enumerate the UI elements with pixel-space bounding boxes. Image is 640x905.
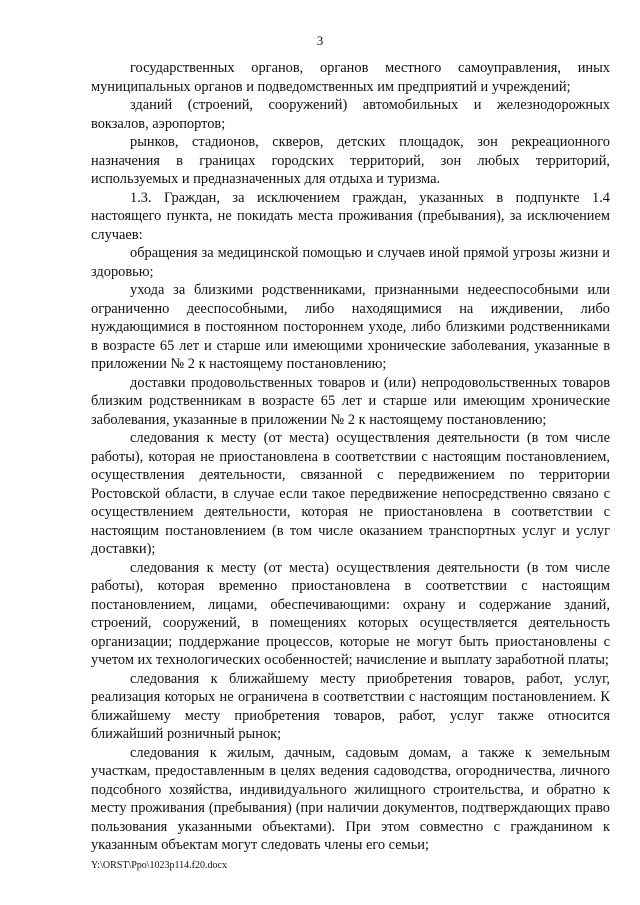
- paragraph-continuation: государственных органов, органов местного самоуправления, иных муниципальных органов и подведомственных им предприятий и учреждений;: [91, 60, 610, 95]
- page-number: 3: [316, 33, 324, 48]
- paragraph-clause-1-3: 1.3. Граждан, за исключением граждан, указанных в подпункте 1.4 настоящего пункта, не покидать места проживания (пребывания), за исключением случаев:: [91, 189, 610, 243]
- paragraph-markets: рынков, стадионов, скверов, детских площадок, зон рекреационного назначения в границах городских территорий, зон любых территорий, используемых и предназначенных для отдыха и туризма.: [91, 134, 610, 187]
- paragraph-delivery: доставки продовольственных товаров и (или) непродовольственных товаров близким родственникам в возрасте 65 лет и старше или имеющим хронические заболевания, указанные в приложении № 2 к настоящему постановлению;: [91, 374, 610, 428]
- document-body: [91, 59, 610, 855]
- paragraph-dachas: следования к жилым, дачным, садовым домам, а также к земельным участкам, предоставленным в целях ведения садоводства, огородничества, личного подсобного хозяйства, индивидуального жилищного строительства, и обратно к месту проживания (пребывания) (при наличии документов, подтверждающих право пользования указанными объектами). При этом совместно с гражданином к указанным объектам могут следовать члены его семьи;: [91, 744, 610, 853]
- paragraph-shopping: следования к ближайшему месту приобретения товаров, работ, услуг, реализация которых не ограничена в соответствии с настоящим постановлением. К ближайшему месту приобретения товаров, работ, услуг также относится ближайший розничный рынок;: [91, 670, 610, 742]
- paragraph-medical: обращения за медицинской помощью и случаев иной прямой угрозы жизни и здоровью;: [91, 245, 610, 280]
- paragraph-stations: зданий (строений, сооружений) автомобильных и железнодорожных вокзалов, аэропортов;: [91, 97, 610, 132]
- paragraph-care: ухода за близкими родственниками, признанными недееспособными или ограниченно дееспособными, либо находящимися на иждивении, либо нуждающимися в постоянном постороннем уходе, либо близкими родственниками в возрасте 65 лет и старше или имеющими хронические заболевания, указанные в приложении № 2 к настоящему постановлению;: [91, 282, 610, 372]
- paragraph-work-suspended: следования к месту (от места) осуществления деятельности (в том числе работы), которая временно приостановлена в соответствии с настоящим постановлением, лицами, обеспечивающими: охрану и содержание зданий, строений, сооружений, в помещениях которых осуществляется деятельность организации; поддержание процессов, которые не могут быть приостановлены с учетом их технологических особенностей; начисление и выплату заработной платы;: [91, 559, 610, 668]
- footer-file-path: Y:\ORST\Ppo\1023p114.f20.docx: [91, 860, 227, 871]
- paragraph-work-active: следования к месту (от места) осуществления деятельности (в том числе работы), которая не приостановлена в соответствии с настоящим постановлением, осуществления деятельности, связанной с передвижением по территории Ростовской области, в случае если такое передвижение непосредственно связано с осуществлением деятельности, которая не приостановлена в соответствии с настоящим постановлением (в том числе оказанием транспортных услуг и услуг доставки);: [91, 430, 610, 557]
